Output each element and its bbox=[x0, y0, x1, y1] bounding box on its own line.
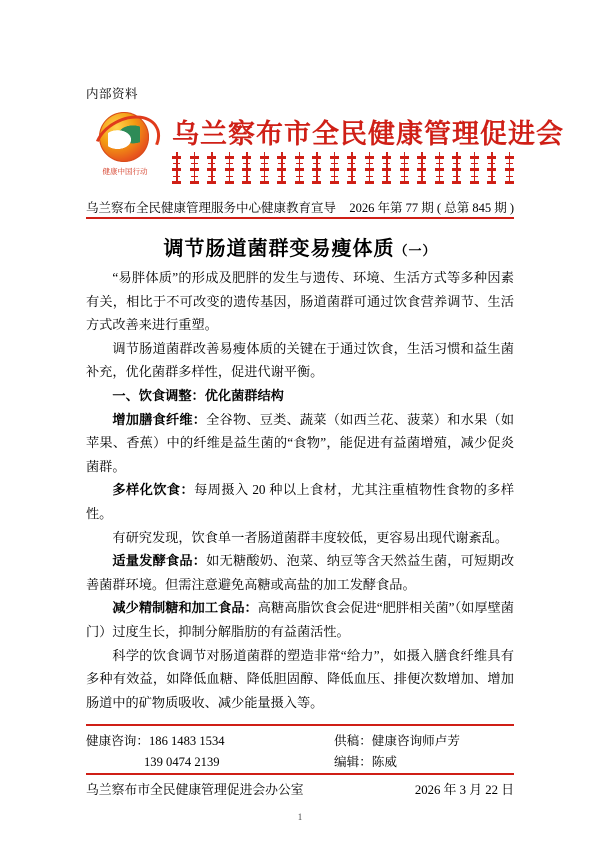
page-title-part: （一） bbox=[394, 243, 437, 258]
paragraph-lead: 增加膳食纤维： bbox=[112, 411, 207, 427]
paragraph bbox=[86, 478, 514, 525]
paragraph-lead: 减少精制糖和加工食品： bbox=[112, 600, 258, 616]
supply-label: 供稿： bbox=[334, 734, 372, 748]
paragraph-lead: 多样化饮食： bbox=[112, 482, 195, 498]
page-title-main: 调节肠道菌群变易瘦体质 bbox=[163, 238, 395, 260]
masthead-title: 乌兰察布市全民健康管理促进会 bbox=[172, 119, 564, 149]
footer-office: 乌兰察布市全民健康管理促进会办公室 bbox=[86, 783, 304, 797]
footer-divider-top bbox=[86, 724, 514, 726]
supply-value: 健康咨询师卢芳 bbox=[371, 734, 460, 748]
header-divider bbox=[86, 217, 514, 219]
footer-divider-bottom bbox=[86, 773, 514, 775]
paragraph-text: 全谷物、豆类、蔬菜（如西兰花、菠菜）和水果（如苹果、香蕉）中的纤维是益生菌的“食物”，能促进有益菌增殖，减少促炎菌群。 bbox=[86, 411, 515, 474]
paragraph bbox=[86, 549, 514, 596]
masthead bbox=[86, 108, 564, 192]
paragraph: 调节肠道菌群改善易瘦体质的关键在于通过饮食，生活习惯和益生菌补充，优化菌群多样性，促进代谢平衡。 bbox=[86, 340, 514, 380]
paragraph-text: 每周摄入 20 种以上食材，尤其注重植物性食物的多样性。 bbox=[86, 482, 515, 521]
issue-line bbox=[86, 198, 514, 216]
page-number: 1 bbox=[297, 812, 303, 822]
paragraph-text: 高糖高脂饮食会促进“肥胖相关菌”（如厚壁菌门）过度生长，抑制分解脂肪的有益菌活性。 bbox=[86, 600, 514, 639]
supply-row bbox=[334, 731, 514, 752]
paragraph: “易胖体质”的形成及肥胖的发生与遗传、环境、生活方式等多种因素有关，相比于不可改变的遗传基因，肠道菌群可通过饮食营养调节、生活方式改善来进行重塑。 bbox=[86, 270, 514, 333]
contact-phone-2: 139 0474 2139 bbox=[144, 755, 220, 769]
paragraph-text: 如无糖酸奶、泡菜、纳豆等含天然益生菌，可短期改善菌群环境。但需注意避免高糖或高盐的加工发酵食品。 bbox=[86, 553, 515, 592]
contact-phone-1: 186 1483 1534 bbox=[148, 734, 225, 748]
paragraph bbox=[86, 596, 514, 643]
paragraph: 科学的饮食调节对肠道菌群的塑造非常“给力”，如摄入膳食纤维具有多种有效益，如降低血糖、降低胆固醇、降低血压、排便次数增加、增加肠道中的矿物质吸收、减少能量摄入等。 bbox=[86, 647, 514, 710]
editor-label: 编辑： bbox=[334, 755, 372, 769]
internal-label: 内部资料 bbox=[86, 87, 139, 101]
organization-logo-icon bbox=[86, 112, 164, 186]
article-body bbox=[86, 266, 514, 714]
page-title bbox=[86, 232, 514, 261]
footer-date: 2026 年 3 月 22 日 bbox=[414, 783, 514, 797]
footer-line bbox=[86, 779, 514, 798]
issue-number: 2026 年第 77 期 ( 总第 845 期 ) bbox=[349, 201, 514, 215]
section-heading: 一、饮食调整：优化菌群结构 bbox=[112, 387, 284, 403]
contact-label: 健康咨询： bbox=[86, 734, 149, 748]
contact-row-2 bbox=[86, 752, 316, 773]
paragraph: 有研究发现，饮食单一者肠道菌群丰度较低，更容易出现代谢紊乱。 bbox=[112, 529, 509, 545]
logo-caption: 健康中国行动 bbox=[102, 167, 148, 176]
paragraph bbox=[86, 408, 514, 479]
paper-sheet bbox=[60, 34, 564, 804]
issue-source: 乌兰察布全民健康管理服务中心健康教育宣导 bbox=[86, 201, 337, 215]
mongolian-script-title bbox=[172, 152, 514, 186]
editor-row bbox=[334, 752, 514, 773]
paragraph-lead: 适量发酵食品： bbox=[112, 553, 207, 569]
contact-row-1 bbox=[86, 731, 316, 752]
editor-value: 陈威 bbox=[371, 755, 397, 769]
contact-block bbox=[86, 731, 514, 773]
